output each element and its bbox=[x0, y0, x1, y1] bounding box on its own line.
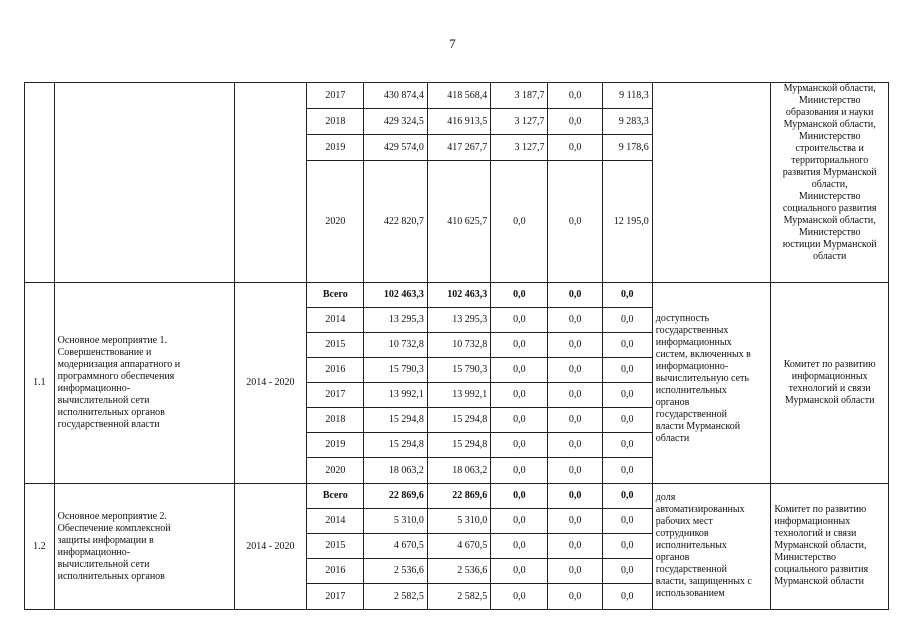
local-budget-cell: 0,0 bbox=[548, 509, 602, 534]
total-funding-cell: 429 574,0 bbox=[364, 135, 427, 161]
federal-budget-cell: 3 187,7 bbox=[491, 83, 548, 109]
other-sources-cell: 0,0 bbox=[602, 383, 652, 408]
indicator-line: власти Мурманской bbox=[655, 421, 741, 432]
year-cell: 2016 bbox=[307, 559, 364, 584]
executor-line: Комитет по развитию bbox=[774, 504, 867, 515]
regional-budget-cell: 4 670,5 bbox=[427, 534, 490, 559]
executor-line: информационных bbox=[791, 371, 868, 382]
item-title-line: информационно- bbox=[57, 383, 131, 394]
other-sources-cell: 0,0 bbox=[602, 458, 652, 484]
indicator-line: информационных bbox=[655, 337, 732, 348]
year-cell: 2019 bbox=[307, 433, 364, 458]
regional-budget-cell: 15 294,8 bbox=[427, 408, 490, 433]
item-title-line: Основное мероприятие 1. bbox=[57, 335, 168, 346]
regional-budget-cell: 418 568,4 bbox=[427, 83, 490, 109]
executor-line: Министерство bbox=[774, 552, 836, 563]
regional-budget-cell: 416 913,5 bbox=[427, 109, 490, 135]
executor-line: информационных bbox=[774, 516, 851, 527]
regional-budget-cell: 410 625,7 bbox=[427, 161, 490, 283]
executor-line: юстиции Мурманской bbox=[782, 239, 877, 250]
executor-line: технологий и связи bbox=[788, 383, 871, 394]
total-funding-cell: 13 295,3 bbox=[364, 308, 427, 333]
total-funding-cell: 429 324,5 bbox=[364, 109, 427, 135]
local-budget-cell: 0,0 bbox=[548, 135, 602, 161]
year-cell: 2014 bbox=[307, 308, 364, 333]
item-title-cell bbox=[54, 484, 234, 610]
federal-budget-cell: 0,0 bbox=[491, 559, 548, 584]
federal-budget-cell: 0,0 bbox=[491, 333, 548, 358]
federal-budget-cell: 0,0 bbox=[491, 283, 548, 308]
executor-line: Мурманской области, bbox=[783, 83, 876, 94]
federal-budget-cell: 0,0 bbox=[491, 509, 548, 534]
indicator-line: вычислительную сеть bbox=[655, 373, 749, 384]
local-budget-cell: 0,0 bbox=[548, 308, 602, 333]
indicator-line: органов bbox=[655, 552, 690, 563]
executor-line: Министерство bbox=[798, 191, 861, 202]
regional-budget-cell: 18 063,2 bbox=[427, 458, 490, 484]
year-cell: 2018 bbox=[307, 408, 364, 433]
federal-budget-cell: 0,0 bbox=[491, 584, 548, 610]
item-title-line: исполнительных органов bbox=[57, 407, 165, 418]
item-title-line: модернизация аппаратного и bbox=[57, 359, 181, 370]
item-title-line: Обеспечение комплексной bbox=[57, 522, 171, 534]
other-sources-cell: 12 195,0 bbox=[602, 161, 652, 283]
federal-budget-cell: 0,0 bbox=[491, 408, 548, 433]
other-sources-cell: 0,0 bbox=[602, 559, 652, 584]
indicator-cell bbox=[652, 283, 771, 484]
indicator-cell bbox=[652, 83, 771, 283]
year-cell: 2018 bbox=[307, 109, 364, 135]
executor-line: Мурманской области bbox=[774, 576, 864, 587]
indicator-line: власти, защищенных с bbox=[655, 576, 752, 587]
total-funding-cell: 15 294,8 bbox=[364, 408, 427, 433]
year-cell: 2017 bbox=[307, 83, 364, 109]
local-budget-cell: 0,0 bbox=[548, 83, 602, 109]
local-budget-cell: 0,0 bbox=[548, 534, 602, 559]
indicator-line: систем, включенных в bbox=[655, 349, 751, 360]
other-sources-cell: 0,0 bbox=[602, 308, 652, 333]
total-funding-cell: 13 992,1 bbox=[364, 383, 427, 408]
federal-budget-cell: 0,0 bbox=[491, 358, 548, 383]
year-cell: 2016 bbox=[307, 358, 364, 383]
executor-cell bbox=[771, 484, 889, 610]
total-funding-cell: 22 869,6 bbox=[364, 484, 427, 509]
executor-line: развития Мурманской bbox=[782, 167, 877, 178]
other-sources-cell: 9 178,6 bbox=[602, 135, 652, 161]
table-row bbox=[25, 484, 889, 509]
regional-budget-cell: 22 869,6 bbox=[427, 484, 490, 509]
other-sources-cell: 9 118,3 bbox=[602, 83, 652, 109]
year-cell: 2015 bbox=[307, 333, 364, 358]
total-label-cell: Всего bbox=[307, 283, 364, 308]
year-cell: 2019 bbox=[307, 135, 364, 161]
local-budget-cell: 0,0 bbox=[548, 559, 602, 584]
total-funding-cell: 102 463,3 bbox=[364, 283, 427, 308]
item-title-line: Совершенствование и bbox=[57, 347, 152, 358]
item-title-cell bbox=[54, 283, 234, 484]
local-budget-cell: 0,0 bbox=[548, 283, 602, 308]
local-budget-cell: 0,0 bbox=[548, 333, 602, 358]
indicator-line: государственной bbox=[655, 409, 728, 420]
page-number: 7 bbox=[449, 36, 456, 51]
local-budget-cell: 0,0 bbox=[548, 161, 602, 283]
period-cell: 2014 - 2020 bbox=[234, 484, 307, 610]
executor-line: социального развития bbox=[782, 203, 877, 214]
other-sources-cell: 0,0 bbox=[602, 408, 652, 433]
item-title-line: вычислительной сети bbox=[57, 558, 150, 570]
year-cell: 2020 bbox=[307, 458, 364, 484]
other-sources-cell: 0,0 bbox=[602, 333, 652, 358]
indicator-line: рабочих мест bbox=[655, 516, 713, 527]
executor-cell bbox=[771, 283, 889, 484]
indicator-line: сотрудников bbox=[655, 528, 709, 539]
executor-line: Комитет по развитию bbox=[783, 359, 876, 370]
regional-budget-cell: 102 463,3 bbox=[427, 283, 490, 308]
local-budget-cell: 0,0 bbox=[548, 458, 602, 484]
total-funding-cell: 422 820,7 bbox=[364, 161, 427, 283]
total-funding-cell: 15 790,3 bbox=[364, 358, 427, 383]
local-budget-cell: 0,0 bbox=[548, 358, 602, 383]
federal-budget-cell: 3 127,7 bbox=[491, 135, 548, 161]
total-funding-cell: 18 063,2 bbox=[364, 458, 427, 484]
regional-budget-cell: 2 536,6 bbox=[427, 559, 490, 584]
indicator-line: информационно- bbox=[655, 361, 729, 372]
table-row bbox=[25, 83, 889, 109]
other-sources-cell: 0,0 bbox=[602, 584, 652, 610]
local-budget-cell: 0,0 bbox=[548, 433, 602, 458]
program-table bbox=[24, 82, 889, 610]
item-number-cell bbox=[25, 83, 55, 283]
executor-line: Министерство bbox=[798, 227, 861, 238]
total-funding-cell: 10 732,8 bbox=[364, 333, 427, 358]
federal-budget-cell: 0,0 bbox=[491, 458, 548, 484]
item-title-line: Основное мероприятие 2. bbox=[57, 510, 168, 522]
total-funding-cell: 5 310,0 bbox=[364, 509, 427, 534]
item-number-cell: 1.2 bbox=[25, 484, 55, 610]
indicator-line: исполнительных bbox=[655, 385, 727, 396]
period-cell: 2014 - 2020 bbox=[234, 283, 307, 484]
regional-budget-cell: 417 267,7 bbox=[427, 135, 490, 161]
total-funding-cell: 2 536,6 bbox=[364, 559, 427, 584]
indicator-line: государственной bbox=[655, 564, 728, 575]
federal-budget-cell: 0,0 bbox=[491, 534, 548, 559]
item-title-cell bbox=[54, 83, 234, 283]
regional-budget-cell: 5 310,0 bbox=[427, 509, 490, 534]
local-budget-cell: 0,0 bbox=[548, 109, 602, 135]
local-budget-cell: 0,0 bbox=[548, 584, 602, 610]
indicator-line: автоматизированных bbox=[655, 504, 745, 515]
executor-line: социального развития bbox=[774, 564, 869, 575]
local-budget-cell: 0,0 bbox=[548, 484, 602, 509]
total-funding-cell: 15 294,8 bbox=[364, 433, 427, 458]
total-funding-cell: 4 670,5 bbox=[364, 534, 427, 559]
local-budget-cell: 0,0 bbox=[548, 408, 602, 433]
total-funding-cell: 430 874,4 bbox=[364, 83, 427, 109]
indicator-cell bbox=[652, 484, 771, 610]
executor-line: Мурманской области, bbox=[783, 119, 876, 130]
other-sources-cell: 0,0 bbox=[602, 484, 652, 509]
year-cell: 2017 bbox=[307, 383, 364, 408]
item-title-line: вычислительной сети bbox=[57, 395, 150, 406]
local-budget-cell: 0,0 bbox=[548, 383, 602, 408]
federal-budget-cell: 0,0 bbox=[491, 161, 548, 283]
indicator-line: доля bbox=[655, 492, 676, 503]
other-sources-cell: 0,0 bbox=[602, 283, 652, 308]
executor-cell bbox=[771, 83, 889, 283]
indicator-line: государственных bbox=[655, 325, 729, 336]
other-sources-cell: 0,0 bbox=[602, 534, 652, 559]
item-title-line: программного обеспечения bbox=[57, 371, 175, 382]
regional-budget-cell: 13 992,1 bbox=[427, 383, 490, 408]
indicator-line: использованием bbox=[655, 588, 725, 599]
year-cell: 2020 bbox=[307, 161, 364, 283]
executor-line: Министерство bbox=[798, 95, 861, 106]
year-cell: 2014 bbox=[307, 509, 364, 534]
period-cell bbox=[234, 83, 307, 283]
federal-budget-cell: 3 127,7 bbox=[491, 109, 548, 135]
regional-budget-cell: 2 582,5 bbox=[427, 584, 490, 610]
item-number-cell: 1.1 bbox=[25, 283, 55, 484]
federal-budget-cell: 0,0 bbox=[491, 383, 548, 408]
item-title-line: государственной власти bbox=[57, 419, 160, 430]
regional-budget-cell: 15 294,8 bbox=[427, 433, 490, 458]
regional-budget-cell: 10 732,8 bbox=[427, 333, 490, 358]
executor-line: Министерство bbox=[798, 131, 861, 142]
total-funding-cell: 2 582,5 bbox=[364, 584, 427, 610]
regional-budget-cell: 13 295,3 bbox=[427, 308, 490, 333]
year-cell: 2015 bbox=[307, 534, 364, 559]
item-title-line: информационно- bbox=[57, 546, 131, 558]
federal-budget-cell: 0,0 bbox=[491, 308, 548, 333]
executor-line: Мурманской области, bbox=[774, 540, 867, 551]
executor-line: Мурманской области bbox=[784, 395, 875, 406]
indicator-line: доступность bbox=[655, 313, 710, 324]
year-cell: 2017 bbox=[307, 584, 364, 610]
indicator-line: области bbox=[655, 433, 690, 444]
indicator-line: исполнительных bbox=[655, 540, 727, 551]
other-sources-cell: 0,0 bbox=[602, 509, 652, 534]
other-sources-cell: 0,0 bbox=[602, 433, 652, 458]
executor-line: строительства и bbox=[795, 143, 864, 154]
executor-line: области bbox=[812, 251, 847, 262]
federal-budget-cell: 0,0 bbox=[491, 433, 548, 458]
executor-line: Мурманской области, bbox=[783, 215, 876, 226]
other-sources-cell: 9 283,3 bbox=[602, 109, 652, 135]
table-row bbox=[25, 283, 889, 308]
regional-budget-cell: 15 790,3 bbox=[427, 358, 490, 383]
indicator-line: органов bbox=[655, 397, 690, 408]
item-title-line: защиты информации в bbox=[57, 534, 154, 546]
executor-line: образования и науки bbox=[785, 107, 874, 118]
executor-line: территориального bbox=[791, 155, 869, 166]
federal-budget-cell: 0,0 bbox=[491, 484, 548, 509]
total-label-cell: Всего bbox=[307, 484, 364, 509]
executor-line: области, bbox=[811, 179, 848, 190]
other-sources-cell: 0,0 bbox=[602, 358, 652, 383]
executor-line: технологий и связи bbox=[774, 528, 857, 539]
item-title-line: исполнительных органов bbox=[57, 570, 165, 582]
